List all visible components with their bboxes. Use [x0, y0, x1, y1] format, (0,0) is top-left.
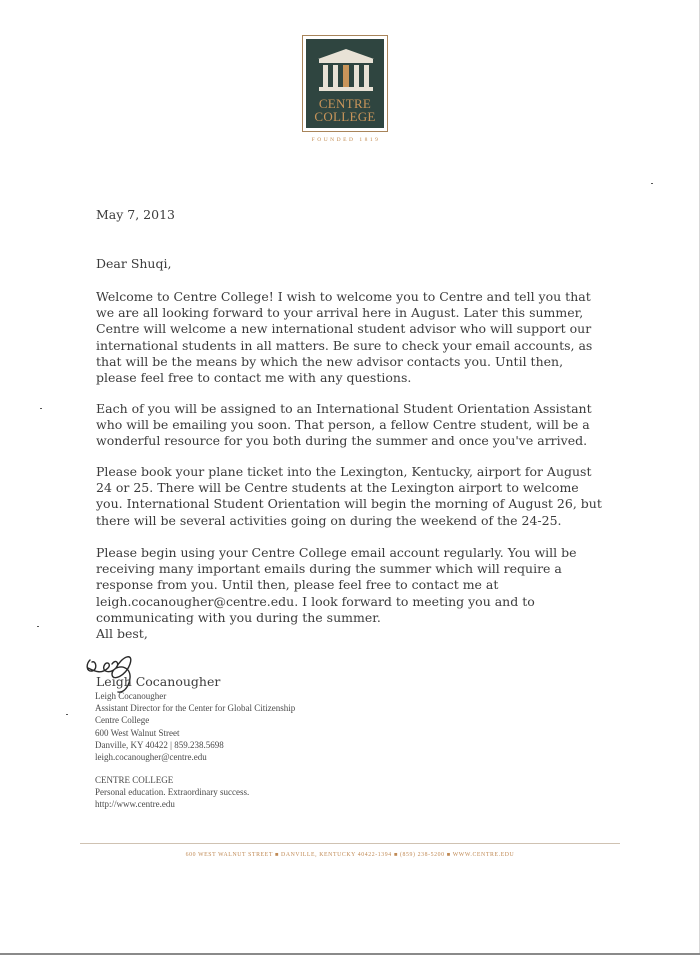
logo-wordmark-line2: COLLEGE — [314, 109, 376, 124]
body-paragraph: Welcome to Centre College! I wish to welcome you to Centre and tell you that we are all looking forward to your arrival here in August. Later this summer, Centre will welcome a new international student advisor who will support our international students in all matters. Be sure to check your email accounts, as that will be the means by which the new advisor contacts you. Until then, please feel free to contact me with any questions. — [96, 289, 593, 386]
sig-name: Leigh Cocanougher — [95, 691, 167, 701]
centre-college-logo — [302, 35, 388, 132]
scan-speck — [651, 183, 653, 184]
founded-line: FOUNDED 1819 — [311, 137, 381, 143]
body-paragraph: Please book your plane ticket into the Lexington, Kentucky, airport for August 24 or 25. There will be Centre students at the Lexington airport to welcome you. International Student Orientation will begin the morning of August 26, but there will be several activities going on during the weekend of the 24-25. — [96, 464, 602, 528]
org-name: CENTRE COLLEGE — [95, 775, 174, 785]
body-paragraph: Please begin using your Centre College email account regularly. You will be receiving many important emails during the summer which will require a response from you. Until then, please feel free to contact me at leigh.cocanougher@centre.edu. I look forward to meeting you and to communicating with you during the summer. — [96, 545, 577, 625]
sig-city-phone: Danville, KY 40422 | 859.238.5698 — [95, 739, 224, 750]
closing: All best, — [96, 626, 148, 641]
letter-date: May 7, 2013 — [96, 207, 175, 222]
salutation: Dear Shuqi, — [96, 256, 172, 271]
sig-title: Assistant Director for the Center for Global Citizenship — [95, 703, 296, 714]
sig-org: Centre College — [95, 715, 150, 726]
org-tagline: Personal education. Extraordinary success. — [95, 787, 250, 798]
footer-divider — [80, 843, 620, 844]
building-columns-icon — [316, 47, 376, 93]
scan-speck — [37, 626, 39, 627]
sig-email: leigh.cocanougher@centre.edu — [95, 752, 207, 763]
logo-wordmark-line1: CENTRE — [318, 96, 372, 111]
scan-speck — [40, 408, 42, 409]
scan-speck — [66, 714, 68, 715]
footer-address: 600 WEST WALNUT STREET ■ DANVILLE, KENTUCKY 40422-1394 ■ (859) 238-5200 ■ WWW.CENTRE.EDU — [185, 852, 515, 858]
org-url: http://www.centre.edu — [95, 799, 175, 810]
logo-panel — [306, 39, 384, 128]
org-block — [95, 774, 249, 811]
body-paragraph: Each of you will be assigned to an International Student Orientation Assistant who will be emailing you soon. That person, a fellow Centre student, will be a wonderful resource for you both during the summer and once you've arrived. — [96, 401, 592, 449]
signature-block — [95, 690, 295, 763]
handwritten-signature — [82, 638, 152, 698]
signer-name: Leigh Cocanougher — [96, 674, 221, 689]
sig-street: 600 West Walnut Street — [95, 727, 180, 738]
